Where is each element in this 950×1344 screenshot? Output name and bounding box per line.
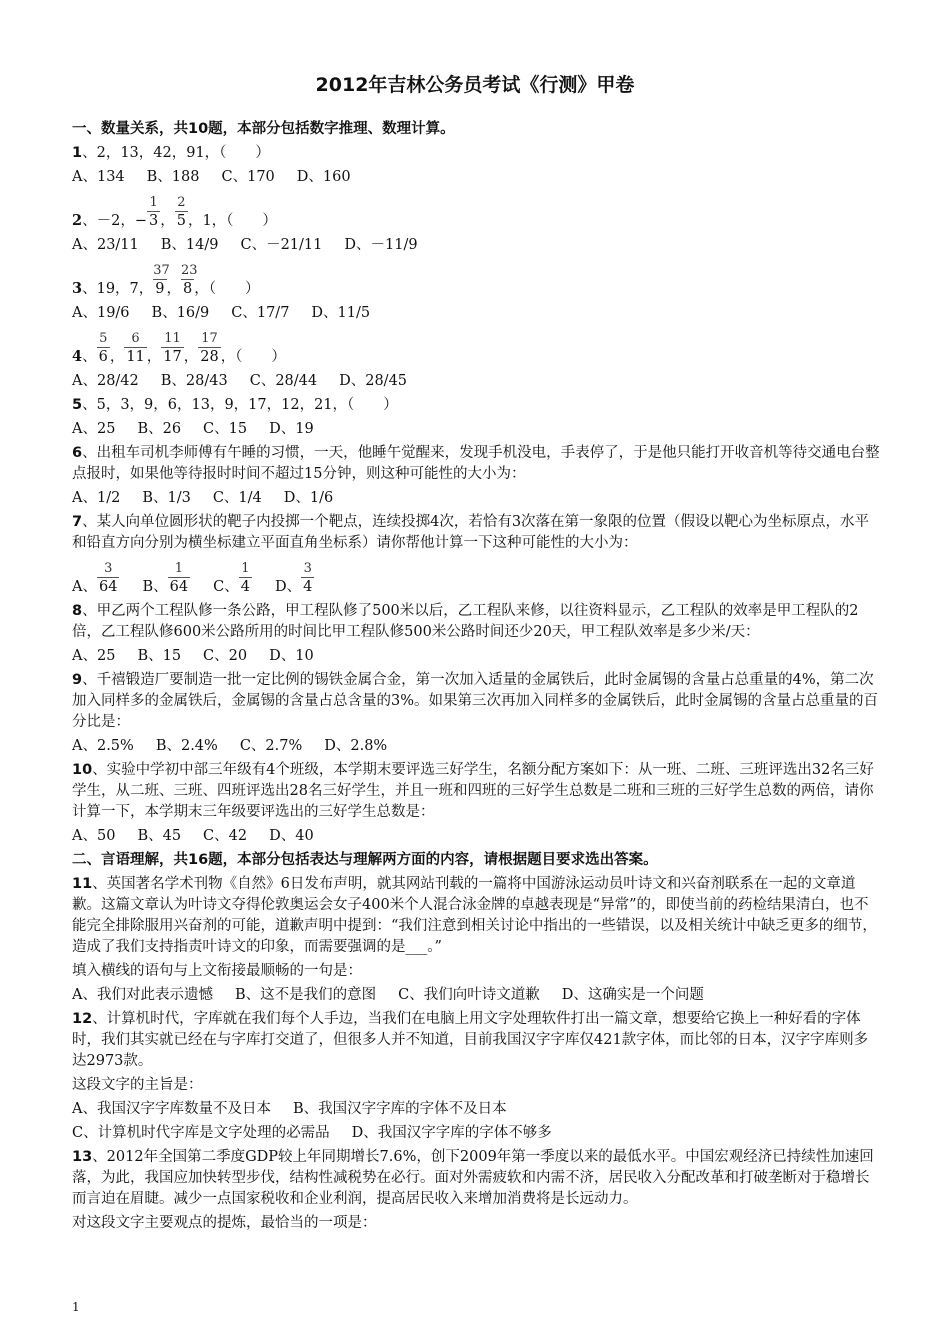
question-number: 13 bbox=[72, 1149, 93, 1165]
minus-sign: − bbox=[134, 213, 147, 229]
question-text: ，（ ） bbox=[220, 349, 286, 365]
question-number: 4 bbox=[72, 348, 83, 365]
options-12-row2 bbox=[72, 1121, 882, 1145]
denominator: 17 bbox=[163, 349, 182, 365]
question-7 bbox=[72, 510, 882, 555]
option-b: B、2.4% bbox=[155, 738, 218, 754]
denominator: 8 bbox=[183, 281, 193, 297]
question-text: 、出租车司机李师傅有午睡的习惯，一天，他睡午觉醒来，发现手机没电，手表停了，于是他只能打开收音机等待交通电台整点报时，如果他等待报时时间不超过15分钟，则这种可能性的大小为： bbox=[72, 445, 880, 482]
option-d: D、19 bbox=[269, 421, 314, 437]
denominator: 64 bbox=[98, 579, 118, 595]
option-a: A、25 bbox=[72, 648, 116, 664]
question-10 bbox=[72, 758, 882, 824]
question-9 bbox=[72, 668, 882, 734]
option-c: C、15 bbox=[203, 421, 248, 437]
question-number: 9 bbox=[72, 672, 83, 688]
question-text: 、19，7， bbox=[82, 281, 154, 297]
question-prompt: 这段文字的主旨是： bbox=[72, 1077, 203, 1093]
question-text: 、英国著名学术刊物《自然》6日发布声明，就其网站刊载的一篇将中国游泳运动员叶诗文和兴奋剂联系在一起的文章道歉。这篇文章认为叶诗文夺得伦敦奥运会女子400米个人混合泳金牌的卓越表现是“异常”的，即使当前的药检结果清白，也不能完全排除服用兴奋剂的可能，道歉声明中提到：“我们注意到相关讨论中指出的一些错误，以及相关统计中缺乏更多的细节，造成了我们支持指责叶诗文的印象，而需要强调的是___。” bbox=[72, 876, 877, 955]
option-c: C、28/44 bbox=[249, 373, 318, 389]
option-d: D、－11/9 bbox=[344, 237, 418, 253]
question-text: ，（ ） bbox=[194, 281, 260, 297]
fraction bbox=[97, 561, 119, 599]
option-c: C、20 bbox=[203, 648, 248, 664]
question-number: 7 bbox=[72, 514, 83, 530]
options-6 bbox=[72, 486, 882, 510]
numerator: 37 bbox=[153, 263, 170, 278]
option-a: A、23/11 bbox=[72, 237, 139, 253]
numerator: 3 bbox=[303, 561, 312, 576]
question-number: 12 bbox=[72, 1011, 93, 1027]
option-d: D、10 bbox=[269, 648, 314, 664]
question-text: 、实验中学初中部三年级有4个班级，本学期末要评选三好学生，名额分配方案如下：从一班、二班、三班评选出32名三好学生，从二班、三班、四班评选出28名三好学生，并且一班和四班的三好学生总数是二班和三班的三好学生总数的两倍，请你计算一下，本学期末三年级要评选出的三好学生总数是： bbox=[72, 762, 874, 820]
question-number: 11 bbox=[72, 876, 93, 892]
question-text: 、千禧锻造厂要制造一批一定比例的锡铁金属合金，第一次加入适量的金属铁后，此时金属锡的含量占总重量的4%，第二次加入同样多的金属铁后，金属锡的含量占总含量的3%。如果第三次再加入同样多的金属铁后，此时金属锡的含量占总重量的百分比是： bbox=[72, 672, 878, 730]
option-d: D、28/45 bbox=[339, 373, 408, 389]
option-c: C、2.7% bbox=[239, 738, 303, 754]
denominator: 64 bbox=[169, 579, 189, 595]
question-number: 3 bbox=[72, 280, 83, 297]
question-text: 、－2， bbox=[82, 213, 135, 229]
option-d: D、160 bbox=[296, 169, 351, 185]
option-b: B、我国汉字字库的字体不及日本 bbox=[292, 1101, 507, 1117]
option-d: D、 bbox=[275, 579, 302, 595]
page-title: 2012年吉林公务员考试《行测》甲卷 bbox=[315, 74, 635, 96]
option-a: A、2.5% bbox=[72, 738, 134, 754]
option-a: A、50 bbox=[72, 828, 116, 844]
question-number: 5 bbox=[72, 397, 83, 413]
options-5 bbox=[72, 417, 882, 441]
option-d: D、11/5 bbox=[311, 305, 371, 321]
option-d: D、这确实是一个问题 bbox=[561, 987, 704, 1003]
denominator: 5 bbox=[176, 213, 186, 229]
option-d: D、我国汉字字库的字体不够多 bbox=[351, 1125, 552, 1141]
option-c: C、42 bbox=[203, 828, 248, 844]
option-b: B、 bbox=[142, 579, 168, 595]
option-b: B、16/9 bbox=[151, 305, 210, 321]
question-1 bbox=[72, 141, 882, 165]
option-c: C、 bbox=[213, 579, 239, 595]
question-text: 、2，13，42，91，（ ） bbox=[82, 145, 270, 161]
question-text: 、甲乙两个工程队修一条公路，甲工程队修了500米以后，乙工程队来修，以往资料显示，乙工程队的效率是甲工程队的2倍，乙工程队修600米公路所用的时间比甲工程队修500米公路时间还少20天，甲工程队效率是多少米/天： bbox=[72, 603, 859, 640]
question-text: 、 bbox=[82, 349, 97, 365]
option-b: B、26 bbox=[137, 421, 182, 437]
fraction bbox=[168, 561, 190, 599]
fraction bbox=[161, 331, 183, 369]
option-c: C、－21/11 bbox=[240, 237, 323, 253]
question-3: 3、19，7， $\frac{37}{9}$， $\frac{23}{8}$，（ ） bbox=[72, 277, 882, 301]
fraction bbox=[301, 561, 314, 599]
numerator: 17 bbox=[201, 331, 218, 346]
numerator: 2 bbox=[177, 195, 186, 210]
option-a: A、我国汉字字库数量不及日本 bbox=[72, 1101, 271, 1117]
option-b: B、15 bbox=[137, 648, 182, 664]
numerator: 11 bbox=[164, 331, 181, 346]
question-6 bbox=[72, 441, 882, 486]
question-8 bbox=[72, 599, 882, 644]
options-3 bbox=[72, 301, 882, 325]
question-text: 、某人向单位圆形状的靶子内投掷一个靶点，连续投掷4次，若恰有3次落在第一象限的位置（假设以靶心为坐标原点，水平和铅直方向分别为横坐标建立平面直角坐标系）请你帮他计算一下这种可能性的大小为： bbox=[72, 514, 870, 551]
question-11 bbox=[72, 872, 882, 959]
document-body bbox=[72, 117, 882, 1235]
denominator: 4 bbox=[240, 579, 250, 595]
fraction bbox=[239, 561, 252, 599]
options-11 bbox=[72, 983, 882, 1007]
option-d: D、40 bbox=[269, 828, 314, 844]
numerator: 3 bbox=[104, 561, 113, 576]
section-heading-quant: 一、数量关系，共10题，本部分包括数字推理、数理计算。 bbox=[72, 121, 455, 137]
options-8 bbox=[72, 644, 882, 668]
option-d: D、2.8% bbox=[324, 738, 388, 754]
option-c: C、17/7 bbox=[231, 305, 290, 321]
numerator: 1 bbox=[241, 561, 250, 576]
numerator: 6 bbox=[131, 331, 140, 346]
option-b: B、1/3 bbox=[142, 490, 191, 506]
options-4 bbox=[72, 369, 882, 393]
numerator: 1 bbox=[174, 561, 183, 576]
option-a: A、19/6 bbox=[72, 305, 130, 321]
question-4: 4、 $\frac{5}{6}$， $\frac{6}{11}$， $\frac{11}{17}$， $\frac{17}{28}$，（ ） bbox=[72, 345, 882, 369]
question-text: 、2012年全国第二季度GDP较上年同期增长7.6%，创下2009年第一季度以来的最低水平。中国宏观经济已持续性加速回落，为此，我国应加快转型步伐，结构性减税势在必行。面对外需疲软和内需不济，居民收入分配改革和打破垄断对于稳增长而言迫在眉睫。减少一点国家税收和企业利润，提高居民收入来增加消费将是长远动力。 bbox=[72, 1149, 874, 1207]
fraction bbox=[147, 195, 160, 233]
options-2 bbox=[72, 233, 882, 257]
option-a: A、134 bbox=[72, 169, 125, 185]
option-b: B、这不是我们的意图 bbox=[234, 987, 377, 1003]
option-c: C、计算机时代字库是文字处理的必需品 bbox=[72, 1125, 330, 1141]
option-a: A、25 bbox=[72, 421, 116, 437]
option-a: A、 bbox=[72, 579, 97, 595]
question-text: ，1，（ ） bbox=[187, 213, 277, 229]
question-5 bbox=[72, 393, 882, 417]
options-1 bbox=[72, 165, 882, 189]
question-number: 6 bbox=[72, 445, 83, 461]
question-text: 、计算机时代，字库就在我们每个人手边，当我们在电脑上用文字处理软件打出一篇文章，想要给它换上一种好看的字体时，我们其实就已经在与字库打交道了，但很多人并不知道，目前我国汉字字库仅421款字体，而比邻的日本，汉字字库则多达2973款。 bbox=[72, 1011, 869, 1069]
option-b: B、14/9 bbox=[160, 237, 219, 253]
fraction bbox=[198, 331, 220, 369]
fraction bbox=[97, 331, 110, 369]
denominator: 28 bbox=[200, 349, 219, 365]
option-b: B、45 bbox=[137, 828, 182, 844]
denominator: 4 bbox=[303, 579, 313, 595]
question-2: 2、－2，− $\frac{1}{3}$， $\frac{2}{5}$，1，（ ） bbox=[72, 209, 882, 233]
question-prompt: 对这段文字主要观点的提炼，最恰当的一项是： bbox=[72, 1215, 377, 1231]
question-number: 2 bbox=[72, 212, 83, 229]
question-prompt: 填入横线的语句与上文衔接最顺畅的一句是： bbox=[72, 963, 362, 979]
numerator: 1 bbox=[149, 195, 158, 210]
numerator: 23 bbox=[181, 263, 198, 278]
denominator: 11 bbox=[126, 349, 145, 365]
options-10 bbox=[72, 824, 882, 848]
option-a: A、1/2 bbox=[72, 490, 121, 506]
option-b: B、188 bbox=[146, 169, 200, 185]
option-c: C、我们向叶诗文道歉 bbox=[398, 987, 540, 1003]
question-number: 10 bbox=[72, 762, 93, 778]
option-b: B、28/43 bbox=[160, 373, 228, 389]
fraction bbox=[175, 195, 188, 233]
fraction bbox=[153, 263, 170, 301]
question-number: 1 bbox=[72, 145, 83, 161]
denominator: 9 bbox=[155, 281, 165, 297]
question-number: 8 bbox=[72, 603, 83, 619]
question-text: 、5，3，9，6，13，9，17，12，21，（ ） bbox=[82, 397, 398, 413]
page-number: 1 bbox=[72, 1300, 80, 1314]
option-a: A、我们对此表示遗憾 bbox=[72, 987, 213, 1003]
options-7 bbox=[72, 561, 882, 599]
section-heading-verbal: 二、言语理解，共16题，本部分包括表达与理解两方面的内容，请根据题目要求选出答案。 bbox=[72, 852, 658, 868]
options-9 bbox=[72, 734, 882, 758]
question-13 bbox=[72, 1145, 882, 1211]
option-a: A、28/42 bbox=[72, 373, 139, 389]
numerator: 5 bbox=[99, 331, 108, 346]
denominator: 6 bbox=[98, 349, 108, 365]
fraction bbox=[124, 331, 146, 369]
option-c: C、1/4 bbox=[212, 490, 262, 506]
option-c: C、170 bbox=[221, 169, 275, 185]
question-12 bbox=[72, 1007, 882, 1073]
fraction bbox=[181, 263, 198, 301]
denominator: 3 bbox=[148, 213, 159, 229]
option-d: D、1/6 bbox=[283, 490, 334, 506]
options-12-row1 bbox=[72, 1097, 882, 1121]
